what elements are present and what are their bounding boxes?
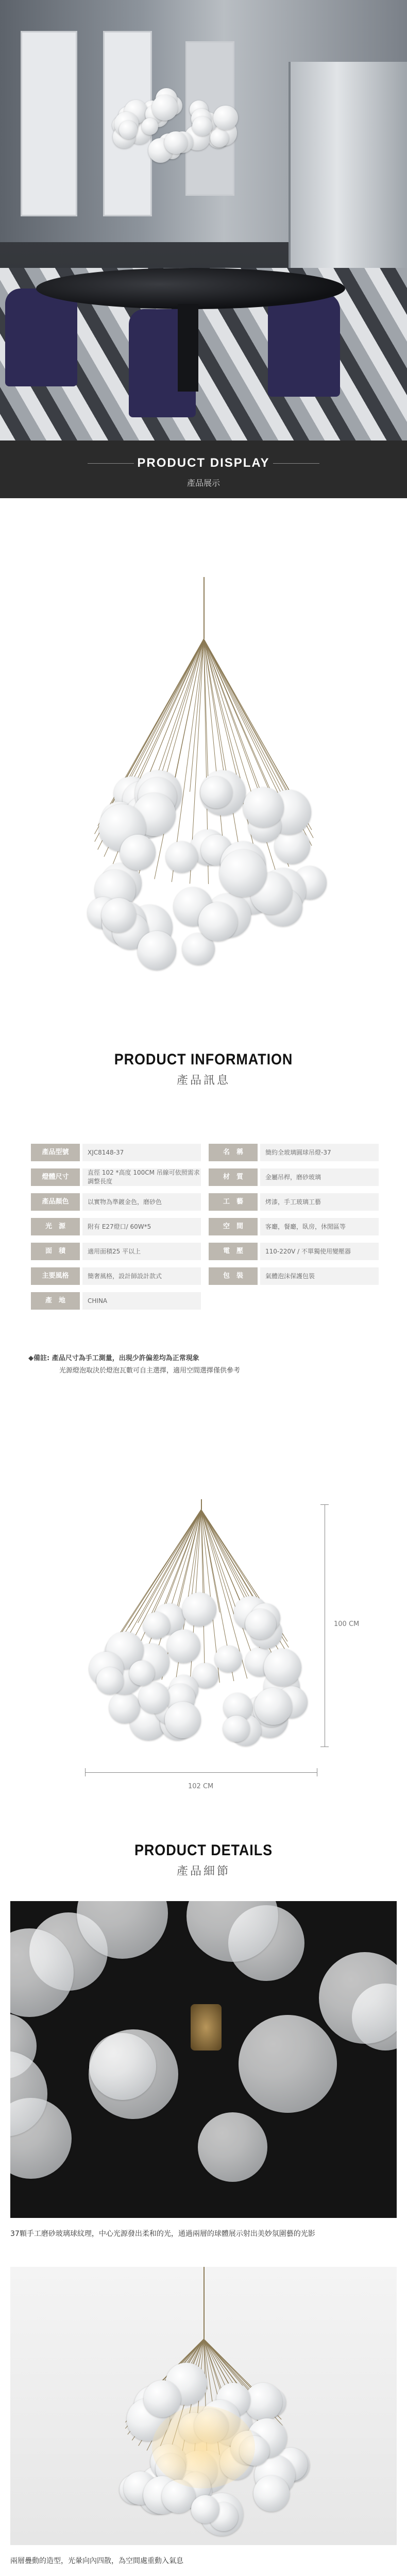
spec-value: 以實物為準鍍金色，磨砂色 — [82, 1193, 201, 1211]
info-subtitle: 產品訊息 — [176, 1074, 230, 1087]
notes — [28, 1352, 389, 1377]
spec-value: 附有 E27燈口/ 60W*5 — [82, 1218, 201, 1235]
dining-chair — [268, 294, 340, 397]
hanging-rod — [204, 577, 205, 639]
chandelier-in-room — [100, 88, 234, 160]
glass-globe — [96, 1667, 124, 1694]
product-display-banner — [0, 440, 407, 498]
height-tick — [320, 1504, 329, 1505]
glass-globe — [243, 787, 283, 827]
spec-label: 產品顏色 — [31, 1193, 80, 1211]
spec-value: 110-220V / 不單獨使用變壓器 — [260, 1243, 379, 1260]
hero-photo — [0, 0, 407, 440]
glass-globe — [200, 776, 232, 808]
glass-globe — [143, 1612, 170, 1639]
glass-globe — [245, 1609, 276, 1640]
spec-row — [31, 1292, 381, 1313]
spec-value: 氣體泡沫保護包裝 — [260, 1267, 379, 1285]
glass-globe — [144, 2380, 181, 2417]
chandelier-product — [0, 577, 407, 1020]
glass-globe — [165, 1702, 201, 1738]
product-info-heading — [0, 1051, 407, 1088]
glass-globe — [89, 2033, 156, 2099]
hanging-rod — [201, 1499, 202, 1510]
spec-label: 產 地 — [31, 1292, 80, 1310]
height-label: 100 CM — [334, 1620, 360, 1628]
glass-globe — [219, 850, 267, 897]
spec-label: 燈體尺寸 — [31, 1168, 80, 1186]
spec-label: 空 間 — [209, 1218, 258, 1235]
spec-value: 簡奢風格，設計師設計款式 — [82, 1267, 201, 1285]
glass-globe — [101, 898, 136, 933]
banner-title: PRODUCT DISPLAY — [137, 456, 270, 470]
spec-row — [31, 1168, 381, 1189]
glass-globe — [213, 106, 238, 130]
product-details-heading — [0, 1842, 407, 1878]
spec-row — [31, 1218, 381, 1239]
spec-value: 烤漆，手工玻璃工藝 — [260, 1193, 379, 1211]
spec-row — [31, 1267, 381, 1288]
glass-globe — [319, 1952, 397, 2044]
glass-globe — [120, 835, 156, 870]
kitchen-cabinet — [21, 31, 77, 216]
hanging-rod — [204, 2267, 205, 2339]
width-line — [85, 1772, 317, 1773]
details-subtitle: 產品細節 — [176, 1865, 230, 1878]
details-title: PRODUCT DETAILS — [134, 1842, 273, 1859]
spec-value: CHINA — [82, 1292, 201, 1310]
spec-label: 面 積 — [31, 1243, 80, 1260]
spec-label: 光 源 — [31, 1218, 80, 1235]
spec-label: 工 藝 — [209, 1193, 258, 1211]
refrigerator — [289, 62, 407, 278]
brass-hub — [191, 2004, 222, 2050]
glass-globe — [223, 1716, 250, 1742]
glass-globe — [139, 1682, 169, 1713]
glass-globe — [182, 1592, 216, 1626]
glass-globe — [129, 1660, 155, 1686]
glass-globe — [167, 1630, 200, 1663]
spec-label: 材 質 — [209, 1168, 258, 1186]
dining-table — [36, 268, 345, 309]
glass-globe — [142, 118, 158, 134]
spec-value: 直徑 102 *高度 100CM 吊線可依照需求調整長度 — [82, 1168, 201, 1186]
glass-globe — [166, 841, 197, 873]
glass-globe — [138, 931, 176, 970]
spec-label: 電 壓 — [209, 1243, 258, 1260]
glass-globe — [109, 1692, 141, 1723]
detail-photo-lit — [10, 2267, 397, 2545]
spec-value: 金屬吊桿，磨砂玻璃 — [260, 1168, 379, 1186]
glass-globe — [198, 902, 238, 941]
light-glow — [152, 2406, 255, 2488]
spec-value: XJC8148-37 — [82, 1144, 201, 1161]
glass-globe — [164, 131, 187, 154]
glass-globe — [255, 1688, 292, 1725]
spec-value: 客廳，餐廳，臥房，休閒區等 — [260, 1218, 379, 1235]
spec-value: 簡約全玻璃圓球吊燈-37 — [260, 1144, 379, 1161]
spec-value: 適用面積25 平以上 — [82, 1243, 201, 1260]
glass-globe — [210, 129, 229, 147]
banner-subtitle: 產品展示 — [186, 478, 220, 488]
table-base — [178, 304, 198, 392]
glass-globe — [239, 2015, 337, 2113]
detail-caption: 37顆手工磨砂玻璃球紋理，中心光源發出柔和的光，通過兩層的球體展示射出美妙氛圍藝的光影 — [10, 2230, 315, 2238]
product-photo — [0, 577, 407, 1020]
note-line: ◆備註: 產品尺寸為手工測量，出現少許偏差均為正常現象 — [28, 1354, 199, 1362]
glass-globe — [253, 2476, 290, 2512]
spec-label: 包 裝 — [209, 1267, 258, 1285]
spec-label: 主要風格 — [31, 1267, 80, 1285]
spec-row — [31, 1243, 381, 1263]
note-line: 光源燈泡取決於燈泡瓦數可自主選擇，適用空間選擇僅供參考 — [59, 1367, 241, 1375]
dimension-drawing — [0, 1422, 407, 1824]
spec-row — [31, 1144, 381, 1164]
glass-globe — [198, 2112, 267, 2182]
spec-row — [31, 1193, 381, 1214]
glass-globe — [152, 95, 178, 121]
dining-chair — [5, 289, 77, 386]
width-tick — [85, 1768, 86, 1776]
glass-globe — [191, 2495, 219, 2523]
width-label: 102 CM — [188, 1783, 214, 1790]
detail-photo-closeup — [10, 1901, 397, 2218]
spec-label: 名 稱 — [209, 1144, 258, 1161]
spec-label: 產品型號 — [31, 1144, 80, 1161]
detail-caption: 兩層疊動的造型，光暈向內四散，為空間處重動入氣息 — [10, 2557, 183, 2565]
info-title: PRODUCT INFORMATION — [114, 1051, 293, 1068]
glass-globe — [192, 116, 212, 136]
glass-globe — [215, 1646, 242, 1673]
